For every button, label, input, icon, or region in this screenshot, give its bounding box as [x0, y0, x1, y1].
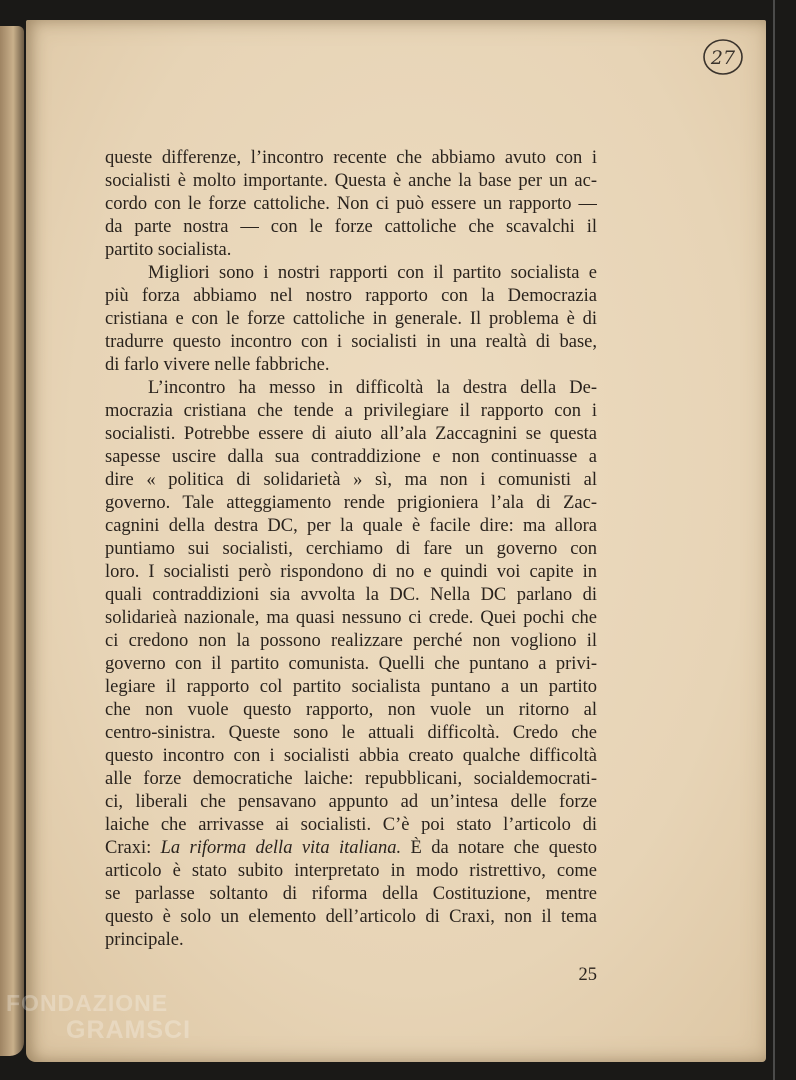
adjacent-page-edge	[0, 26, 24, 1056]
text-line: governo. Tale atteggiamento rende prigioniera l’ala di Zac-	[105, 493, 597, 513]
text-line: di farlo vivere nelle fabbriche.	[105, 355, 330, 375]
scan-edge	[773, 0, 775, 1080]
text-line: articolo è stato subito interpretato in modo ristrettivo, come	[105, 861, 597, 881]
paragraph-3	[105, 377, 597, 952]
text-line: principale.	[105, 930, 184, 950]
text-line: queste differenze, l’incontro recente che abbiamo avuto con i	[105, 148, 597, 168]
document-page	[26, 20, 766, 1062]
text-line: ci credono non la possono realizzare perché non vogliono il	[105, 631, 597, 651]
text-line: dire « politica di solidarietà » sì, ma non i comunisti al	[105, 470, 597, 490]
text-line: cordo con le forze cattoliche. Non ci può essere un rapporto —	[105, 194, 597, 214]
watermark-line: FONDAZIONE	[6, 990, 169, 1016]
text-line: alle forze democratiche laiche: repubblicani, socialdemocrati-	[105, 769, 597, 789]
text-line: da parte nostra — con le forze cattoliche che scavalchi il	[105, 217, 597, 237]
watermark-line: GRAMSCI	[66, 1016, 192, 1044]
text-line: più forza abbiamo nel nostro rapporto con la Democrazia	[105, 286, 597, 306]
text-line: socialisti. Potrebbe essere di aiuto all’ala Zaccagnini se questa	[105, 424, 597, 444]
text-line: partito socialista.	[105, 240, 232, 260]
text-line: laiche che arrivasse ai socialisti. C’è poi stato l’articolo di	[105, 815, 597, 835]
handwritten-page-annotation	[700, 36, 746, 78]
handwritten-number: 27	[710, 47, 736, 69]
text-line: questo incontro con i socialisti abbia creato qualche difficoltà	[105, 746, 597, 766]
text-line: legiare il rapporto col partito socialista puntano a un partito	[105, 677, 597, 697]
text-line: cagnini della destra DC, per la quale è facile dire: ma allora	[105, 516, 597, 536]
text-line	[105, 837, 597, 860]
page-number: 25	[578, 965, 597, 985]
text-line: L’incontro ha messo in difficoltà la destra della De-	[148, 378, 597, 398]
text-line: Migliori sono i nostri rapporti con il partito socialista e	[148, 263, 597, 283]
text-line: centro-sinistra. Queste sono le attuali difficoltà. Credo che	[105, 723, 597, 743]
text-line: questo è solo un elemento dell’articolo di Craxi, non il tema	[105, 907, 597, 927]
paragraph-1	[105, 147, 597, 262]
text-line: tradurre questo incontro con i socialisti in una realtà di base,	[105, 332, 597, 352]
text-line: ci, liberali che pensavano appunto ad un’intesa delle forze	[105, 792, 597, 812]
text-line: loro. I socialisti però rispondono di no e quindi voi capite in	[105, 562, 597, 582]
text-line: socialisti è molto importante. Questa è anche la base per un ac-	[105, 171, 597, 191]
text-line: sapesse uscire dalla sua contraddizione e non continuasse a	[105, 447, 597, 467]
line-text: È da notare che questo	[401, 838, 597, 858]
text-line: se parlasse soltanto di riforma della Costituzione, mentre	[105, 884, 597, 904]
text-line: mocrazia cristiana che tende a privilegiare il rapporto con i	[105, 401, 597, 421]
text-line: governo con il partito comunista. Quelli che puntano a privi-	[105, 654, 597, 674]
line-text: Craxi:	[105, 838, 161, 858]
text-line: cristiana e con le forze cattoliche in generale. Il problema è di	[105, 309, 597, 329]
body-text	[105, 147, 597, 952]
paragraph-2	[105, 262, 597, 377]
text-line: solidarieà nazionale, ma quasi nessuno ci crede. Quei pochi che	[105, 608, 597, 628]
text-line: quali contraddizioni sia avvolta la DC. Nella DC parlano di	[105, 585, 597, 605]
article-title: La riforma della vita italiana.	[160, 838, 402, 858]
text-line: puntiamo sui socialisti, cerchiamo di fare un governo con	[105, 539, 597, 559]
text-line: che non vuole questo rapporto, non vuole un ritorno al	[105, 700, 597, 720]
